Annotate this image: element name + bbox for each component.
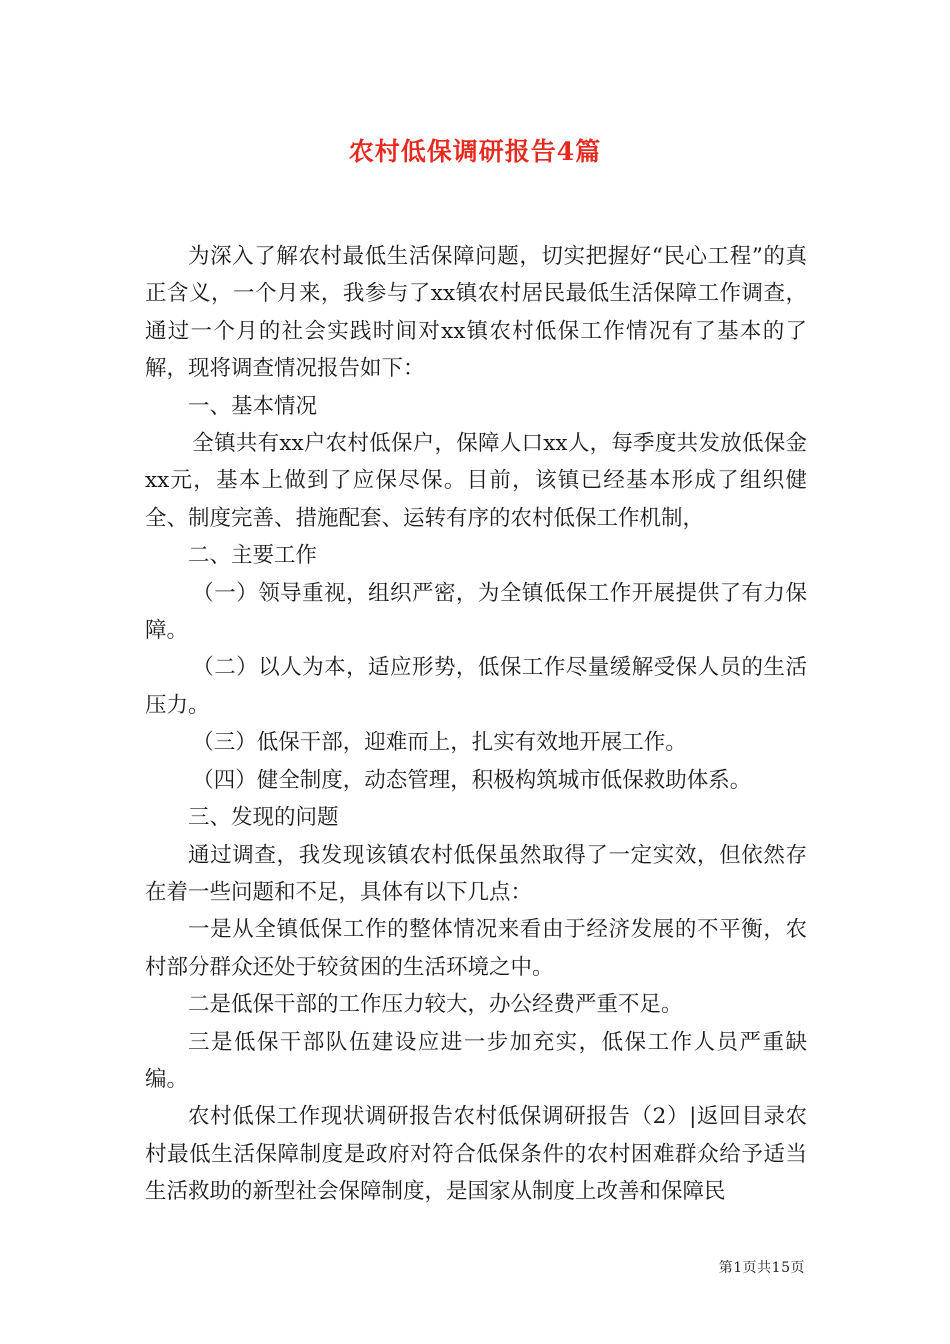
paragraph-report-2: 农村低保工作现状调研报告农村低保调研报告（2）|返回目录农村最低生活保障制度是政府对符合低保条件的农村困难群众给予适当生活救助的新型社会保障制度，是国家从制度上改善和保障民: [145, 1104, 807, 1205]
paragraph-intro: 为深入了解农村最低生活保障问题，切实把握好“民心工程”的真正含义，一个月来，我参与了xx镇农村居民最低生活保障工作调查，通过一个月的社会实践时间对xx镇农村低保工作情况有了基本的了解，现将调查情况报告如下：: [145, 244, 807, 382]
list-item: （一）领导重视，组织严密，为全镇低保工作开展提供了有力保障。: [145, 580, 807, 644]
paragraph-problems-intro: 通过调查，我发现该镇农村低保虽然取得了一定实效，但依然存在着一些问题和不足，具体有以下几点：: [145, 842, 807, 905]
section-heading-problems: 三、发现的问题: [188, 805, 339, 831]
section-heading-main-work: 二、主要工作: [188, 543, 318, 569]
list-item: 一是从全镇低保工作的整体情况来看由于经济发展的不平衡，农村部分群众还处于较贫困的生活环境之中。: [145, 917, 807, 980]
document-title: 农村低保调研报告4篇: [348, 137, 602, 166]
list-item: （三）低保干部，迎难而上，扎实有效地开展工作。: [192, 730, 687, 756]
document-body: [145, 238, 807, 1211]
list-item: 三是低保干部队伍建设应进一步加充实，低保工作人员严重缺编。: [145, 1029, 807, 1092]
list-item: （四）健全制度，动态管理，积极构筑城市低保救助体系。: [192, 767, 752, 793]
paragraph-basic-situation: 全镇共有xx户农村低保户，保障人口xx人，每季度共发放低保金xx元，基本上做到了应保尽保。目前，该镇已经基本形成了组织健全、制度完善、措施配套、运转有序的农村低保工作机制，: [145, 431, 807, 531]
section-heading-basic: 一、基本情况: [188, 393, 318, 419]
list-item: 二是低保干部的工作压力较大，办公经费严重不足。: [188, 992, 683, 1018]
page-number: 第1页共15页: [718, 1260, 805, 1276]
list-item: （二）以人为本，适应形势，低保工作尽量缓解受保人员的生活压力。: [145, 655, 807, 718]
